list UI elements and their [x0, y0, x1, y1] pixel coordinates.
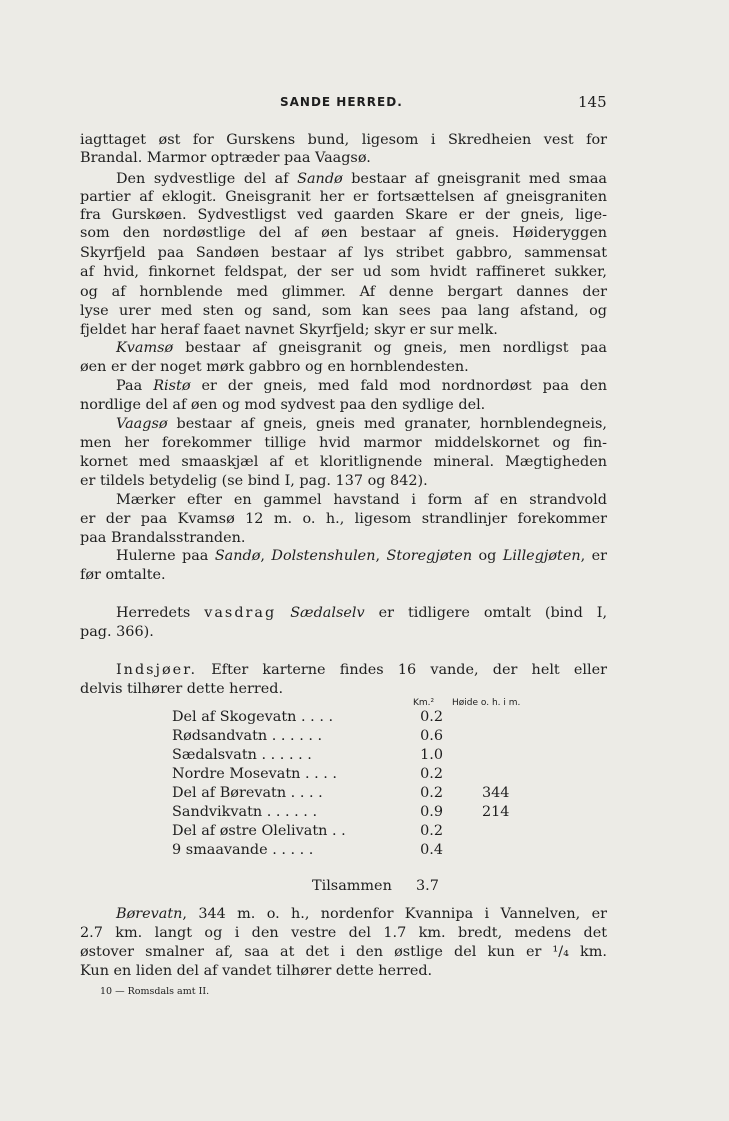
- text-line: Børevatn, 344 m. o. h., nordenfor Kvannipa i Vannelven, er: [116, 906, 607, 922]
- text-line: pag. 366).: [80, 624, 154, 640]
- text-line: er tildels betydelig (se bind I, pag. 137 og 842).: [80, 473, 428, 489]
- text-line: af hvid, finkornet feldspat, der ser ud som hvidt raffineret sukker,: [80, 264, 607, 280]
- book-page: SANDE HERRED. 145 iagttaget øst for Gurskens bund, ligesom i Skredheien vest for Brandal. Marmor optræder paa Vaagsø. Den sydvestlige del af Sandø bestaar af gneisgranit med smaa partier af eklogit. Gneisgranit her er fortsættelsen af gneisgraniten fra Gurskøen. Sydvestligst ved gaarden Skare er der gneis, lige- som den nordøstlige del af øen bestaar af gneis. Høideryggen Skyrfjeld paa Sandøen bestaar af lys stribet gabbro, sammensat af hvid, finkornet feldspat, der ser ud som hvidt raffineret sukker, og af hornblende med glimmer. Af denne bergart dannes der lyse urer med sten og sand, som kan sees paa lang afstand, og fjeldet har heraf faaet navnet Skyrfjeld; skyr er sur melk. Kvamsø bestaar af gneisgranit og gneis, men nordligst paa øen er der noget mørk gabbro og en hornblendesten. Paa Ristø er der gneis, med fald mod nordnordøst paa den nordlige del af øen og mod sydvest paa den sydlige del. Vaagsø bestaar af gneis, gneis med granater, hornblendegneis, men her forekommer tillige hvid marmor middelskornet og fin- kornet med smaaskjæl af et kloritlignende mineral. Mægtigheden er tildels betydelig (se bind I, pag. 137 og 842). Mærker efter en gammel havstand i form af en strandvold er der paa Kvamsø 12 m. o. h., ligesom strandlinjer forekommer paa Brandalsstranden. Hulerne paa Sandø, Dolstenshulen, Storegjøten og Lillegjøten, er før omtalte. Herredets vasdrag Sædalselv er tidligere omtalt (bind I, pag. 366). Indsjøer. Efter karterne findes 16 vande, der helt eller delvis tilhører dette herred. Km.² Høide o. h. i m. Del af Skogevatn . . . . 0.2 Rødsandvatn . . . . . . 0.6 Sædalsvatn . . . . . . 1.0 Nordre Mosevatn . . . . 0.2 Del af Børevatn . . . . 0.2 344 Sandvikvatn . . . . . . 0.9 214 Del af østre Olelivatn . . 0.2 9 smaavande . . . . . 0.4 Tilsammen 3.7 Børevatn, 344 m. o. h., nordenfor Kvannipa i Vannelven, er 2.7 km. langt og i den vestre del 1.7 km. bredt, medens det østover smalner af, saa at det i den østlige del kun er ¹/₄ km. Kun en liden del af vandet tilhører dette herred. 10 — Romsdals amt II.: [80, 93, 608, 997]
- text-line: Indsjøer. Efter karterne findes 16 vande, der helt eller: [116, 662, 607, 678]
- text-line: partier af eklogit. Gneisgranit her er fortsættelsen af gneisgraniten: [80, 189, 607, 205]
- text-line: Vaagsø bestaar af gneis, gneis med granater, hornblendegneis,: [116, 416, 607, 432]
- text-line: Paa Ristø er der gneis, med fald mod nordnordøst paa den: [116, 378, 608, 394]
- text-line: kornet med smaaskjæl af et kloritlignende mineral. Mægtigheden: [80, 454, 607, 470]
- text-line: fjeldet har heraf faaet navnet Skyrfjeld; skyr er sur melk.: [80, 322, 498, 338]
- table-total-value: 3.7: [416, 878, 439, 894]
- text-line: nordlige del af øen og mod sydvest paa den sydlige del.: [80, 397, 486, 413]
- text-line: fra Gurskøen. Sydvestligst ved gaarden Skare er der gneis, lige-: [80, 207, 607, 223]
- text-line: Mærker efter en gammel havstand i form af en strandvold: [116, 492, 607, 508]
- text-line: Kun en liden del af vandet tilhører dette herred.: [80, 963, 433, 979]
- text-line: er der paa Kvamsø 12 m. o. h., ligesom strandlinjer forekommer: [80, 511, 607, 527]
- text-line: Skyrfjeld paa Sandøen bestaar af lys stribet gabbro, sammensat: [80, 245, 607, 261]
- text-line: og af hornblende med glimmer. Af denne bergart dannes der: [80, 284, 607, 300]
- text-line: Herredets vasdrag Sædalselv er tidligere omtalt (bind I,: [116, 605, 608, 621]
- text-line: Den sydvestlige del af Sandø bestaar af gneisgranit med smaa: [116, 171, 607, 187]
- text-line: Hulerne paa Sandø, Dolstenshulen, Storegjøten og Lillegjøten, er: [116, 548, 607, 564]
- table-col-km-header: Km.²: [413, 698, 435, 708]
- table-col-height-header: Høide o. h. i m.: [452, 698, 521, 708]
- signature-footnote: 10 — Romsdals amt II.: [100, 986, 210, 997]
- text-line: Brandal. Marmor optræder paa Vaagsø.: [80, 150, 371, 166]
- text-line: men her forekommer tillige hvid marmor middelskornet og fin-: [80, 435, 607, 451]
- text-line: iagttaget øst for Gurskens bund, ligesom i Skredheien vest for: [80, 132, 607, 148]
- text-line: delvis tilhører dette herred.: [80, 681, 284, 697]
- text-line: som den nordøstlige del af øen bestaar af gneis. Høideryggen: [80, 225, 607, 241]
- page-number: 145: [578, 93, 607, 111]
- running-header-title: SANDE HERRED.: [280, 95, 403, 109]
- text-line: før omtalte.: [80, 567, 166, 583]
- text-line: øen er der noget mørk gabbro og en hornblendesten.: [80, 359, 469, 375]
- text-line: 2.7 km. langt og i den vestre del 1.7 km. bredt, medens det: [80, 925, 607, 941]
- text-line: østover smalner af, saa at det i den østlige del kun er ¹/₄ km.: [80, 944, 607, 960]
- text-line: Kvamsø bestaar af gneisgranit og gneis, men nordligst paa: [116, 340, 607, 356]
- text-line: paa Brandalsstranden.: [80, 530, 246, 546]
- table-total-label: Tilsammen: [312, 878, 392, 894]
- text-line: lyse urer med sten og sand, som kan sees paa lang afstand, og: [80, 303, 607, 319]
